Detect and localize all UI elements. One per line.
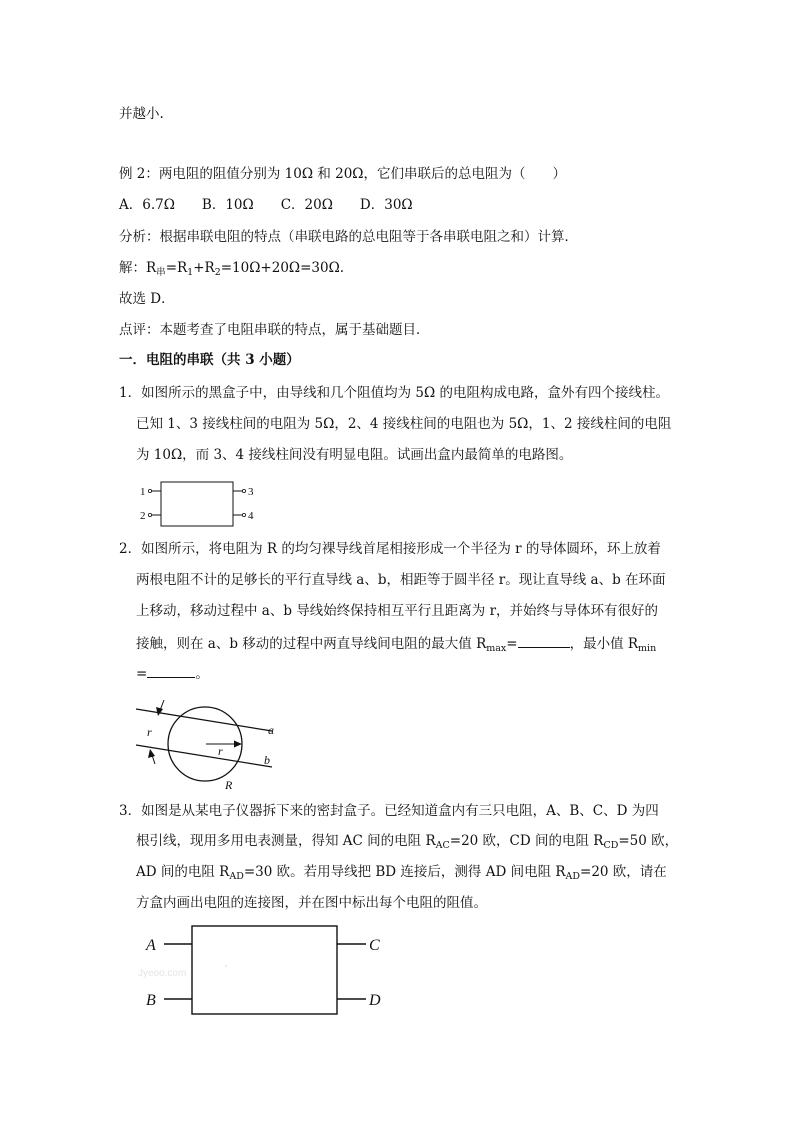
- terminal-4: [242, 513, 245, 516]
- watermark: Jyeoo.com: [138, 968, 187, 979]
- example2-options: A．6.7Ω B．10Ω C．20Ω D．30Ω: [119, 197, 413, 213]
- q3-line-1: 3．如图是从某电子仪器拆下来的密封盒子。已经知道盒内有三只电阻，A、B、C、D 为四: [119, 803, 659, 819]
- lower-arrowhead: [148, 749, 155, 758]
- answer-blank-min[interactable]: [147, 665, 195, 678]
- terminal-label-1: 1: [140, 486, 146, 498]
- q2-line-4: 接触，则在 a、b 移动的过程中两直导线间电阻的最大值 $R_{max}=$ ，最小值 $R_{min}$: [136, 636, 657, 654]
- q1-line-3: 为 10Ω，而 3、4 接线柱间没有明显电阻。试画出盒内最简单的电路图。: [136, 447, 573, 463]
- label-b: b: [264, 753, 270, 767]
- text-line: 并越小.: [119, 106, 164, 122]
- q3-line-2: 根引线，现用多用电表测量，得知 AC 间的电阻 $R_{AC}=20$ 欧，CD 间的电阻 $R_{CD}=50$ 欧，: [136, 833, 679, 851]
- q1-line-2: 已知 1、3 接线柱间的电阻为 5Ω，2、4 接线柱间的电阻也为 5Ω，1、2 接线柱间的电阻: [136, 416, 672, 432]
- terminal-label-2: 2: [140, 510, 146, 522]
- example2-comment: 点评：本题考查了电阻串联的特点，属于基础题目．: [119, 322, 430, 338]
- q1-black-box-figure: [138, 478, 268, 530]
- wire-b: [136, 745, 272, 767]
- label-a: a: [268, 723, 274, 737]
- q3-line-4: 方盒内画出电阻的连接图，并在图中标出每个电阻的阻值。: [136, 895, 487, 911]
- answer-blank-max[interactable]: [518, 635, 570, 648]
- terminal-label-3: 3: [248, 486, 254, 498]
- q3-sealed-box-figure: [138, 924, 394, 1020]
- q2-line-3: 上移动，移动过程中 a、b 导线始终保持相互平行且距离为 r，并始终与导体环有很好的: [136, 603, 659, 619]
- label-r-left: r: [147, 725, 152, 739]
- label-r-radius: r: [218, 744, 223, 758]
- example2-choice: 故选 D．: [119, 291, 175, 307]
- black-box: [161, 482, 233, 526]
- q1-line-1: 1．如图所示的黑盒子中，由导线和几个阻值均为 5Ω 的电阻构成电路，盒外有四个接线柱。: [119, 385, 669, 401]
- upper-arrowhead: [156, 707, 163, 716]
- q2-line-5: = 。: [136, 666, 209, 682]
- lead-label-D: D: [369, 992, 381, 1009]
- radius-arrowhead: [234, 741, 242, 748]
- terminal-label-4: 4: [248, 510, 254, 522]
- example2-solution: 解：$R_串=R_1+R_2=10\Omega+20\Omega=30\Omega$.: [119, 260, 345, 278]
- sealed-box: [192, 926, 337, 1014]
- q3-line-3: AD 间的电阻 $R_{AD}=30$ 欧。若用导线把 BD 连接后，测得 AD 间电阻 $R_{AD}=20$ 欧，请在: [136, 864, 667, 882]
- lead-label-A: A: [146, 937, 156, 954]
- terminal-1: [148, 489, 151, 492]
- terminal-3: [242, 489, 245, 492]
- label-R: R: [225, 778, 233, 792]
- lead-label-C: C: [369, 937, 380, 954]
- terminal-2: [148, 513, 151, 516]
- example2-question: 例 2：两电阻的阻值分别为 10Ω 和 20Ω，它们串联后的总电阻为（ ）: [119, 166, 566, 182]
- lead-label-B: B: [146, 992, 156, 1009]
- q2-line-2: 两根电阻不计的足够长的平行直导线 a、b，相距等于圆半径 r。现让直导线 a、b 在环面: [136, 572, 666, 588]
- q2-ring-figure: [134, 694, 294, 794]
- q2-line-1: 2．如图所示，将电阻为 R 的均匀裸导线首尾相接形成一个半径为 r 的导体圆环，环上放着: [119, 541, 661, 557]
- example2-analysis: 分析：根据串联电阻的特点（串联电路的总电阻等于各串联电阻之和）计算．: [119, 229, 578, 245]
- wire-a: [136, 709, 272, 731]
- section-title: 一．电阻的串联（共 3 小题）: [119, 352, 300, 368]
